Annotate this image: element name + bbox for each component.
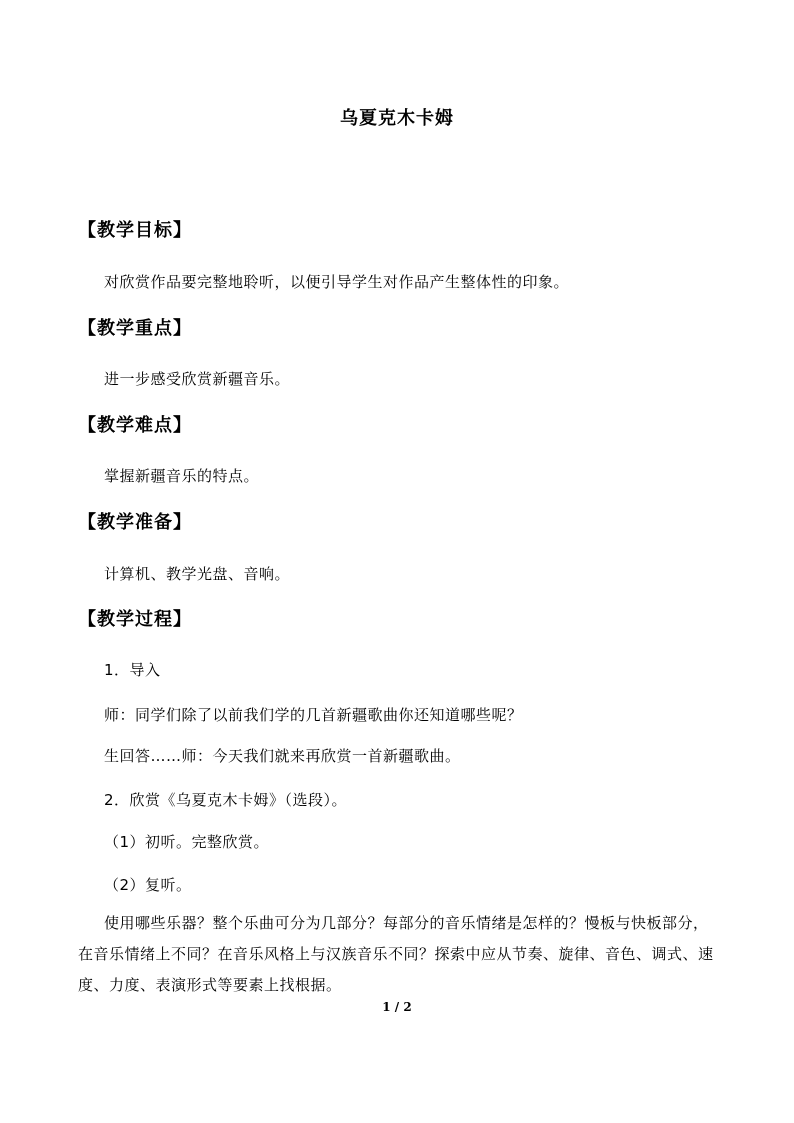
process-step-1: 1．导入	[104, 661, 161, 679]
heading-difficulties: 【教学难点】	[78, 415, 192, 436]
process-sub-1: （1）初听。完整欣赏。	[104, 833, 270, 851]
preparation-text: 计算机、教学光盘、音响。	[104, 565, 291, 583]
heading-process: 【教学过程】	[78, 609, 192, 630]
heading-key-points: 【教学重点】	[78, 318, 192, 339]
process-step-2: 2．欣赏《乌夏克木卡姆》（选段）。	[104, 791, 348, 809]
student-line: 生回答……师：今天我们就来再欣赏一首新疆歌曲。	[104, 747, 461, 765]
process-sub-2: （2）复听。	[104, 876, 192, 894]
objective-text: 对欣赏作品要完整地聆听，以便引导学生对作品产生整体性的印象。	[104, 273, 570, 291]
process-questions: 使用哪些乐器？整个乐曲可分为几部分？每部分的音乐情绪是怎样的？慢板与快板部分，在音乐情绪上不同？在音乐风格上与汉族音乐不同？探索中应从节奏、旋律、音色、调式、速度、力度、表演形式等要素上找根据。	[78, 914, 714, 994]
difficulties-text: 掌握新疆音乐的特点。	[104, 467, 260, 485]
teacher-line: 师：同学们除了以前我们学的几首新疆歌曲你还知道哪些呢？	[104, 706, 523, 724]
page-number: 1 / 2	[382, 1000, 412, 1014]
heading-preparation: 【教学准备】	[78, 512, 192, 533]
document-title: 乌夏克木卡姆	[340, 108, 454, 129]
key-points-text: 进一步感受欣赏新疆音乐。	[104, 370, 291, 388]
heading-objective: 【教学目标】	[78, 220, 192, 241]
